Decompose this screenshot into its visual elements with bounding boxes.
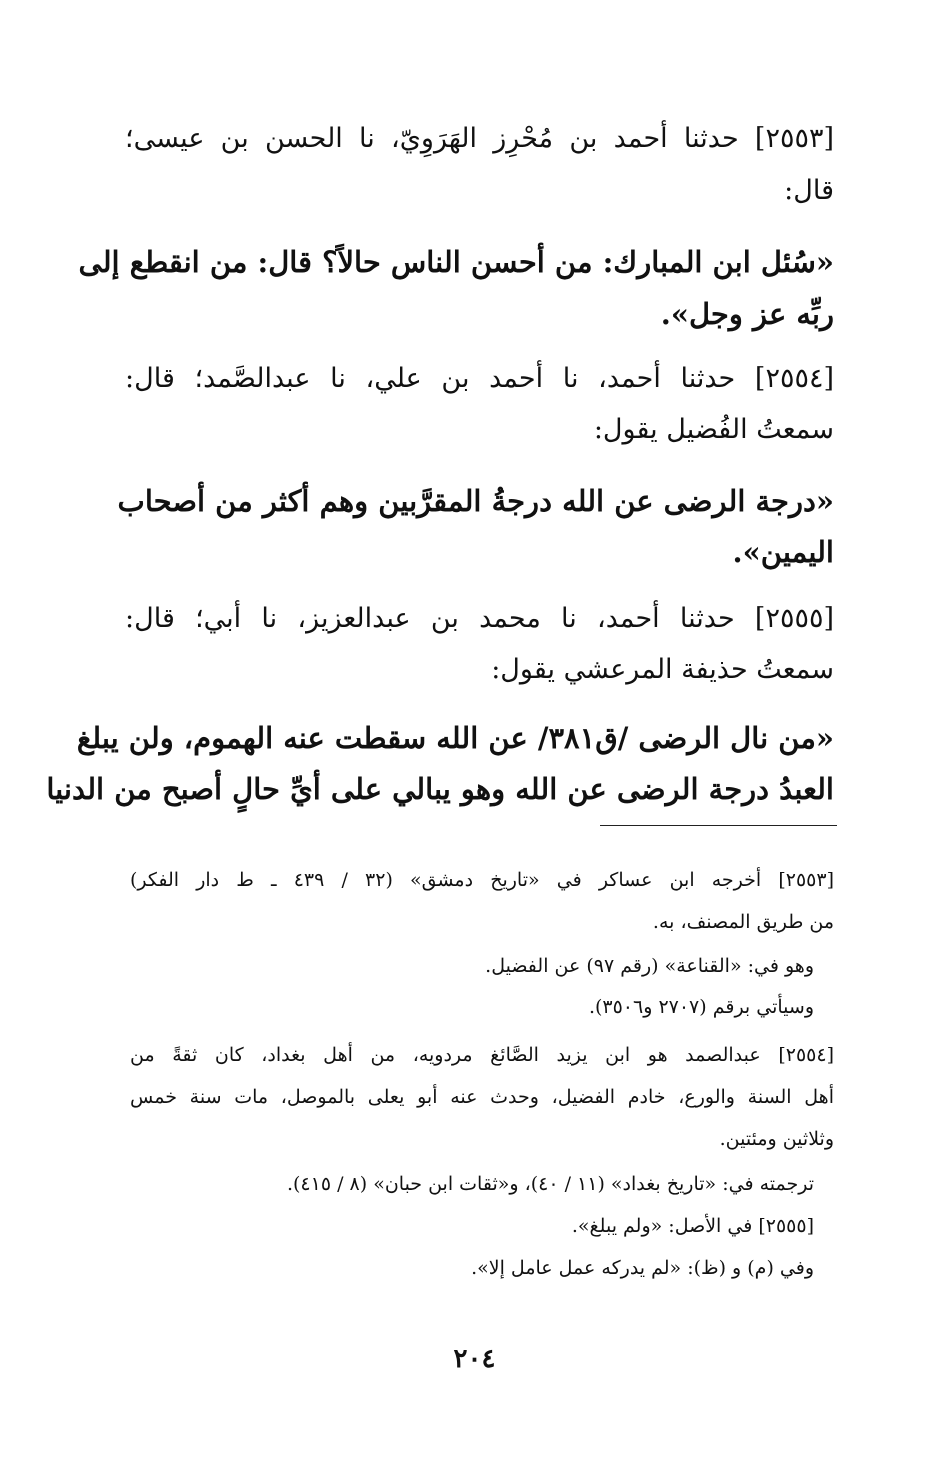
quote-2553-line-2: ربِّه عز وجل». (660, 297, 834, 331)
hadith-2553-line-2: قال: (784, 175, 834, 206)
hadith-2555-line-2: سمعتُ حذيفة المرعشي يقول: (491, 654, 834, 685)
footnote-separator (600, 825, 837, 826)
quote-2555-line-1: «من نال الرضى /ق٣٨١/ عن الله سقطت عنه الهموم، ولن يبلغ (76, 721, 834, 755)
quote-2554-line-2: اليمين». (732, 535, 834, 569)
footnote-2553-line-1: [٢٥٥٣] أخرجه ابن عساكر في «تاريخ دمشق» (٣٢ / ٤٣٩ ـ ط دار الفكر) (130, 869, 834, 891)
footnote-2554-line-1: [٢٥٥٤] عبدالصمد هو ابن يزيد الصَّائغ مردويه، من أهل بغداد، كان ثقةً من (130, 1044, 834, 1066)
footnote-2555-line-1: [٢٥٥٥] في الأصل: «ولم يبلغ». (571, 1215, 814, 1237)
footnote-2554-line-3: وثلاثين ومئتين. (719, 1128, 834, 1150)
footnote-2553-line-4: وسيأتي برقم (٢٧٠٧ و٣٥٠٦). (588, 996, 814, 1018)
hadith-2554-line-1: [٢٥٥٤] حدثنا أحمد، نا أحمد بن علي، نا عبدالصَّمد؛ قال: (125, 363, 834, 394)
footnote-2553-line-3: وهو في: «القناعة» (رقم ٩٧) عن الفضيل. (485, 955, 814, 977)
footnote-2554-line-4: ترجمته في: «تاريخ بغداد» (١١ / ٤٠)، و«ثقات ابن حبان» (٨ / ٤١٥). (286, 1173, 814, 1195)
hadith-2553-line-1: [٢٥٥٣] حدثنا أحمد بن مُحْرِز الهَرَوِيّ، نا الحسن بن عيسى؛ (125, 123, 834, 154)
quote-2553-line-1: «سُئل ابن المبارك: من أحسن الناس حالاً؟ قال: من انقطع إلى (78, 245, 834, 279)
footnote-2554-line-2: أهل السنة والورع، خادم الفضيل، وحدث عنه أبو يعلى بالموصل، مات سنة خمس (130, 1086, 834, 1108)
footnote-2555-line-2: وفي (م) و (ظ): «لم يدركه عمل عامل إلا». (471, 1257, 814, 1279)
quote-2554-line-1: «درجة الرضى عن الله درجةُ المقرَّبين وهم أكثر من أصحاب (117, 484, 834, 518)
footnote-2553-line-2: من طريق المصنف، به. (652, 911, 834, 933)
page-number: ٢٠٤ (453, 1344, 496, 1374)
hadith-2554-line-2: سمعتُ الفُضيل يقول: (593, 414, 834, 445)
hadith-2555-line-1: [٢٥٥٥] حدثنا أحمد، نا محمد بن عبدالعزيز، نا أبي؛ قال: (125, 603, 834, 634)
quote-2555-line-2: العبدُ درجة الرضى عن الله وهو يبالي على أيِّ حالٍ أصبح من الدنيا (46, 772, 834, 806)
